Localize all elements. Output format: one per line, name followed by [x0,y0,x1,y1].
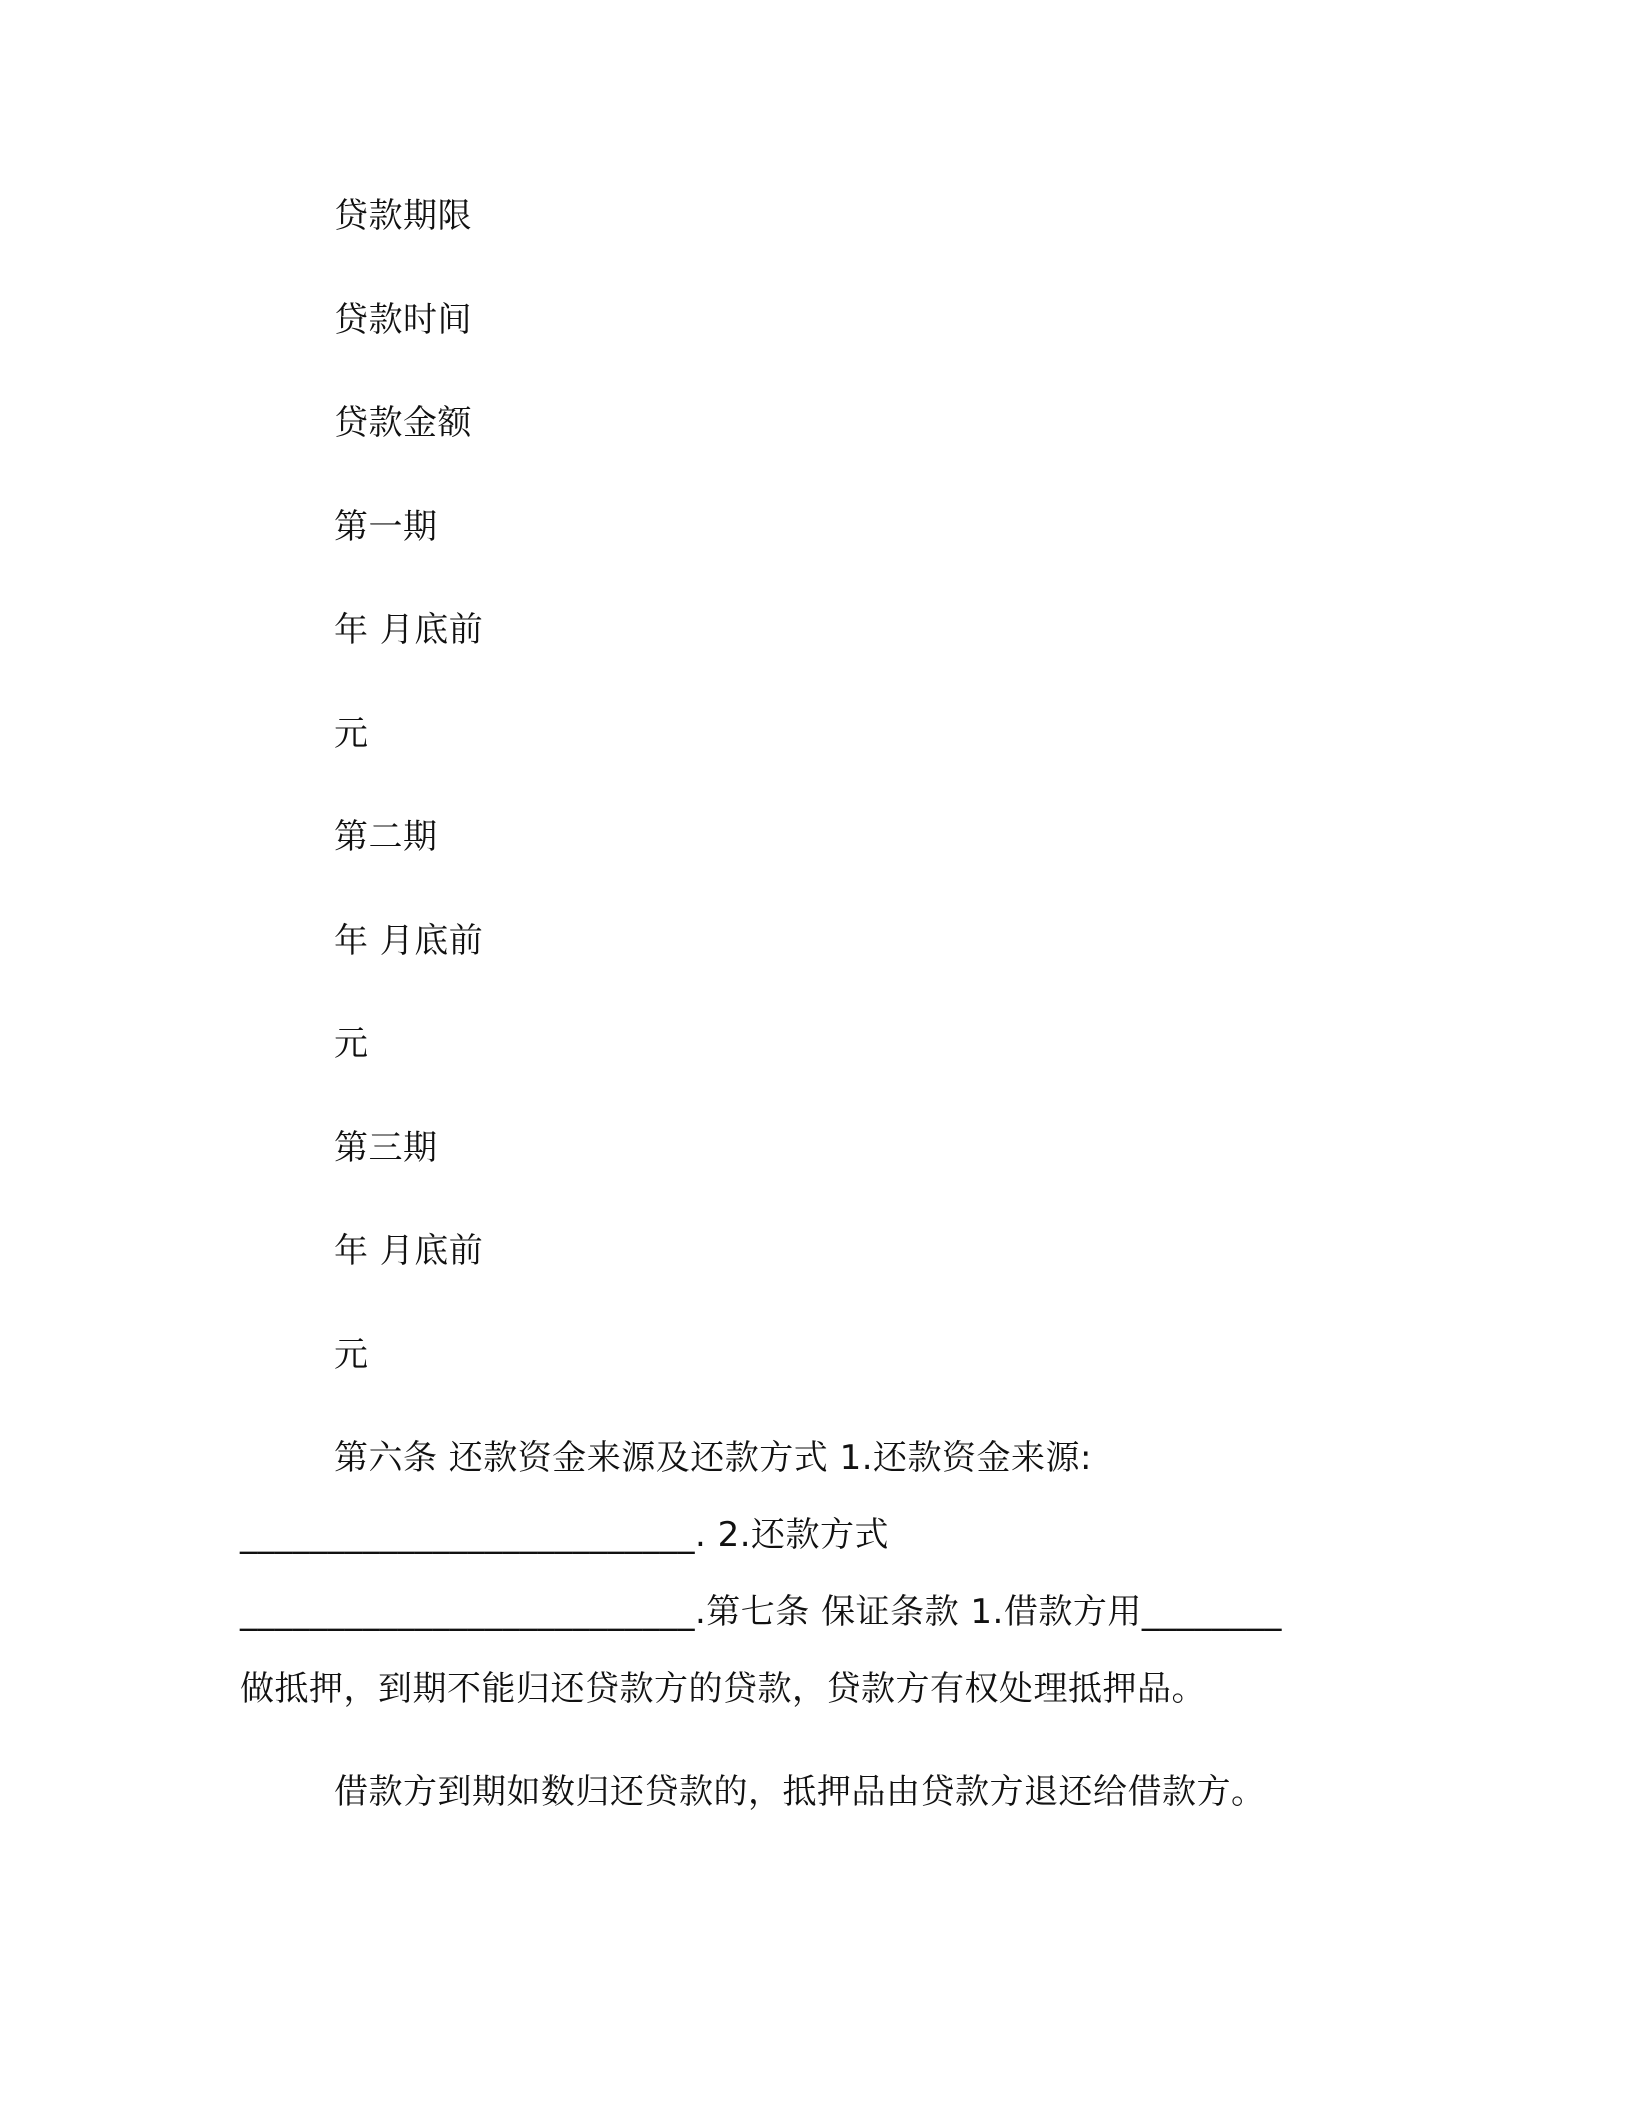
schedule-period-1-deadline: 年 月底前 [334,610,484,650]
schedule-label-loan-term: 贷款期限 [334,196,472,236]
schedule-period-3-deadline: 年 月底前 [334,1231,484,1271]
schedule-period-2-currency: 元 [334,1024,369,1064]
schedule-label-loan-time: 贷款时间 [334,300,472,340]
schedule-label-loan-amount: 贷款金额 [334,403,472,443]
closing-paragraph: 借款方到期如数归还贷款的，抵押品由贷款方退还给借款方。 [334,1772,1266,1812]
article-6-line-3: __________________________.第七条 保证条款 1.借款方用________ [240,1592,1282,1632]
schedule-period-1: 第一期 [334,507,438,547]
schedule-period-2-deadline: 年 月底前 [334,921,484,961]
schedule-period-2: 第二期 [334,817,438,857]
schedule-period-3: 第三期 [334,1128,438,1168]
article-7-line-4: 做抵押，到期不能归还贷款方的贷款，贷款方有权处理抵押品。 [240,1669,1206,1709]
article-6-line-2: __________________________. 2.还款方式 [240,1515,890,1555]
schedule-period-3-currency: 元 [334,1335,369,1375]
schedule-period-1-currency: 元 [334,714,369,754]
article-6-line-1: 第六条 还款资金来源及还款方式 1.还款资金来源: [334,1438,1093,1478]
